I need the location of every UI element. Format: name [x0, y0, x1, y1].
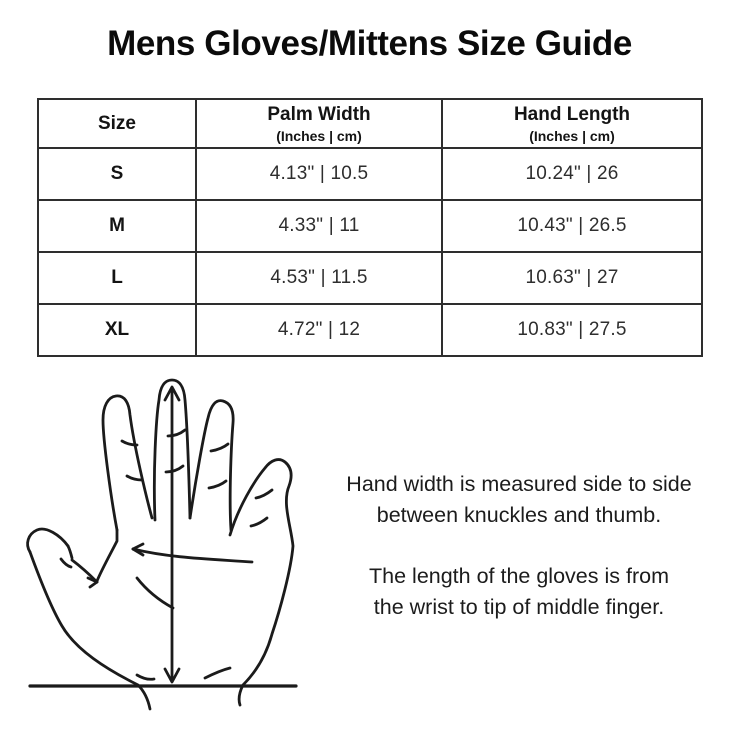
- table-row-xl-size: [39, 305, 195, 355]
- table-row-m-hand-length: [443, 201, 701, 251]
- note-line: Hand width is measured side to side: [346, 472, 692, 496]
- header-size-label: Size: [97, 112, 137, 134]
- table-row-s-size: [39, 149, 195, 199]
- table-row-xl-palm-width: [197, 305, 441, 355]
- palm-width-value: 4.13" | 10.5: [269, 163, 369, 184]
- palm-width-value: 4.53" | 11.5: [270, 267, 368, 288]
- palm-width-value: 4.33" | 11: [278, 215, 360, 236]
- size-label: L: [111, 267, 123, 288]
- header-palm-width-label: Palm Width: [267, 103, 371, 125]
- hand-width-arrow: [133, 544, 252, 562]
- size-label: XL: [104, 319, 130, 340]
- header-size: [39, 100, 195, 147]
- hand-length-value: 10.83" | 27.5: [517, 319, 627, 340]
- note-line: The length of the gloves is from: [369, 564, 669, 588]
- header-hand-length-units: (Inches | cm): [529, 127, 615, 144]
- table-row-m-palm-width: [197, 201, 441, 251]
- table-row-l-size: [39, 253, 195, 303]
- table-row-s-hand-length: [443, 149, 701, 199]
- palm-width-value: 4.72" | 12: [277, 319, 361, 340]
- page-title: Mens Gloves/Mittens Size Guide: [107, 24, 632, 63]
- size-label: M: [109, 215, 125, 236]
- table-row-l-palm-width: [197, 253, 441, 303]
- header-palm-width-units: (Inches | cm): [276, 127, 362, 144]
- note-glove-length: [303, 561, 735, 623]
- hand-length-arrow: [165, 387, 179, 682]
- note-line: the wrist to tip of middle finger.: [373, 595, 665, 619]
- header-hand-length: [443, 100, 701, 147]
- header-palm-width: [197, 100, 441, 147]
- hand-measurement-diagram-icon: [10, 378, 330, 726]
- hand-length-value: 10.24" | 26: [525, 163, 619, 184]
- hand-length-value: 10.43" | 26.5: [517, 215, 627, 236]
- size-guide-table: [37, 98, 703, 357]
- size-label: S: [110, 163, 124, 184]
- table-row-xl-hand-length: [443, 305, 701, 355]
- hand-length-value: 10.63" | 27: [525, 267, 619, 288]
- table-row-m-size: [39, 201, 195, 251]
- note-hand-width: [303, 469, 735, 531]
- table-row-l-hand-length: [443, 253, 701, 303]
- hand-outline: [28, 380, 293, 709]
- table-row-s-palm-width: [197, 149, 441, 199]
- header-hand-length-label: Hand Length: [513, 103, 631, 125]
- note-line: between knuckles and thumb.: [376, 503, 662, 527]
